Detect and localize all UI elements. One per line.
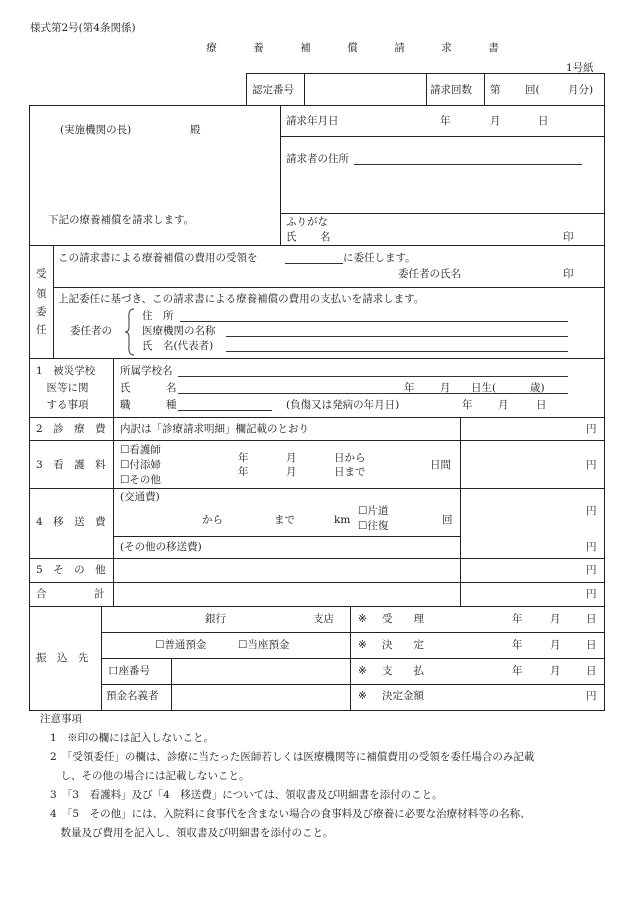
brace-icon [124, 308, 136, 356]
nurse-option[interactable]: ☐看護師 [120, 444, 161, 456]
school-name-label: 所属学校名 [120, 365, 173, 377]
note-item: 1 ※印の欄には記入しないこと。 [50, 732, 215, 744]
note-item: 4 「5 その他」には、入院料に食事代を含まない場合の食事料及び療養に必要な治療材料等の名称、 [50, 808, 531, 820]
other-transport-yen: 円 [586, 541, 597, 553]
medical-fee-yen: 円 [586, 423, 597, 435]
req-month: 月分) [568, 84, 594, 96]
account-holder-label: 預金名義者 [106, 690, 159, 702]
other-yen: 円 [586, 564, 597, 576]
transfer-label: 振 込 先 [36, 652, 89, 664]
transport-from: から [202, 514, 223, 526]
title-char: 償 [347, 42, 358, 54]
birth-year: 年 [404, 382, 415, 394]
payment-day: 日 [586, 665, 597, 677]
claim-year: 年 [440, 115, 451, 127]
note-item: 2 「受領委任」の欄は、診療に当たった医師若しくは医療機関等に補償費用の受領を委任場合のみ記載 [50, 751, 535, 763]
total-yen: 円 [586, 588, 597, 600]
payment-month: 月 [550, 665, 561, 677]
care-days: 日間 [430, 459, 451, 471]
title-char: 養 [253, 42, 264, 54]
age-label: 歳) [530, 382, 545, 394]
request-text: 下記の療養補償を請求します。 [48, 214, 195, 226]
other-transport-label: (その他の移送費) [120, 541, 202, 553]
req-count-label: 請求回数 [430, 84, 472, 96]
title-char: 求 [441, 42, 452, 54]
delegation-line1-a: この請求書による療養補償の費用の受領を [58, 252, 258, 264]
decision-day: 日 [586, 639, 597, 651]
delegation-line2: 上記委任に基づき、この請求書による療養補償の費用の支払いを請求します。 [58, 293, 425, 305]
attendant-option[interactable]: ☐付添婦 [120, 459, 161, 471]
title-char: 補 [300, 42, 311, 54]
institution-head: (実施機関の長) [60, 124, 132, 136]
section1-label-3: する事項 [36, 399, 89, 411]
transport-km: km [334, 514, 351, 526]
section5-label: 5 そ の 他 [36, 564, 106, 576]
birth-month: 月 [440, 382, 451, 394]
job-b: 種 [166, 399, 177, 411]
branch-label: 支店 [313, 613, 334, 625]
sheet-number: 1号紙 [566, 62, 594, 74]
section1-label-1: 1 被災学校 [36, 365, 96, 377]
note-mark: ※ [358, 665, 367, 677]
delegation-line1-b: に委任します。 [343, 252, 416, 264]
delegatee-name-label: 氏 名(代表者) [142, 340, 214, 352]
delegation-side-1: 受 [36, 268, 47, 280]
req-dai: 第 [490, 84, 501, 96]
section4-label: 4 移 送 費 [36, 516, 106, 528]
dono: 殿 [190, 124, 201, 136]
victim-mei: 名 [166, 382, 177, 394]
title-char: 療 [206, 42, 217, 54]
section1-label-2: 医等に関 [36, 382, 89, 394]
notes-heading: 注意事項 [40, 713, 82, 725]
transport-times: 回 [442, 514, 453, 526]
transport-yen: 円 [586, 505, 597, 517]
care-from: 日から [334, 452, 366, 464]
roundtrip-option[interactable]: ☐往復 [358, 520, 389, 532]
claim-month: 月 [490, 115, 501, 127]
note-mark: ※ [358, 613, 367, 625]
other-care-option[interactable]: ☐その他 [120, 474, 161, 486]
note-mark: ※ [358, 690, 367, 702]
victim-shi: 氏 [120, 382, 131, 394]
oneway-option[interactable]: ☐片道 [358, 505, 389, 517]
care-from-month: 月 [286, 452, 297, 464]
title-char: 書 [488, 42, 499, 54]
transport-to: まで [274, 514, 295, 526]
decision-label: 決 定 [382, 639, 424, 651]
receipt-year: 年 [512, 613, 523, 625]
receipt-day: 日 [586, 613, 597, 625]
total-b: 計 [94, 588, 105, 600]
title-char: 請 [394, 42, 405, 54]
bank-label: 銀行 [205, 613, 226, 625]
delegation-side-2: 領 [36, 288, 47, 300]
claim-date-label: 請求年月日 [286, 115, 339, 127]
delegation-side-4: 任 [36, 324, 47, 336]
receipt-month: 月 [550, 613, 561, 625]
injury-month: 月 [498, 399, 509, 411]
care-from-year: 年 [238, 452, 249, 464]
req-kai: 回( [525, 84, 540, 96]
injury-year: 年 [462, 399, 473, 411]
injury-date-label: (負傷又は発病の年月日) [286, 399, 400, 411]
delegation-side-3: 委 [36, 306, 47, 318]
note-item: 3 「3 看護料」及び「4 移送費」については、領収書及び明細書を添付のこと。 [50, 789, 443, 801]
section3-label: 3 看 護 料 [36, 459, 106, 471]
payment-label: 支 払 [382, 665, 424, 677]
medical-fee-text: 内訳は「診療請求明細」欄記載のとおり [120, 423, 309, 435]
decision-year: 年 [512, 639, 523, 651]
payment-year: 年 [512, 665, 523, 677]
care-to-month: 月 [286, 466, 297, 478]
care-yen: 円 [586, 459, 597, 471]
account-no-label: 口座番号 [108, 665, 150, 677]
delegator-seal: 印 [563, 268, 574, 280]
form-id: 様式第2号(第4条関係) [30, 22, 136, 34]
delegatee-institution-label: 医療機関の名称 [142, 325, 216, 337]
section2-label: 2 診 療 費 [36, 423, 106, 435]
claimant-mei: 名 [320, 231, 331, 243]
care-to: 日まで [334, 466, 366, 478]
note-item: し、その他の場合には記載しないこと。 [50, 770, 250, 782]
claimant-seal: 印 [563, 231, 574, 243]
note-item: 数量及び費用を記入し、領収書及び明細書を添付のこと。 [50, 827, 334, 839]
decision-month: 月 [550, 639, 561, 651]
transport-label: (交通費) [120, 491, 160, 503]
delegatee-address-label: 住 所 [142, 310, 174, 322]
claimant-address-label: 請求者の住所 [286, 153, 349, 165]
ordinary-deposit-option[interactable]: ☐普通預金 [155, 639, 207, 651]
claim-day: 日 [538, 115, 549, 127]
birth-label: 日生( [471, 382, 497, 394]
checking-deposit-option[interactable]: ☐当座預金 [238, 639, 290, 651]
cert-no-label: 認定番号 [252, 84, 294, 96]
job-a: 職 [120, 399, 131, 411]
decided-amount-yen: 円 [586, 690, 597, 702]
delegatee-label: 委任者の [70, 325, 112, 337]
total-a: 合 [36, 588, 47, 600]
furigana: ふりがな [286, 216, 328, 228]
claimant-shi: 氏 [286, 231, 297, 243]
receipt-label: 受 理 [382, 613, 424, 625]
injury-day: 日 [536, 399, 547, 411]
form-title [188, 42, 517, 54]
delegator-label: 委任者の氏名 [398, 268, 461, 280]
decided-amount-label: 決定金額 [382, 690, 424, 702]
note-mark: ※ [358, 639, 367, 651]
care-to-year: 年 [238, 466, 249, 478]
